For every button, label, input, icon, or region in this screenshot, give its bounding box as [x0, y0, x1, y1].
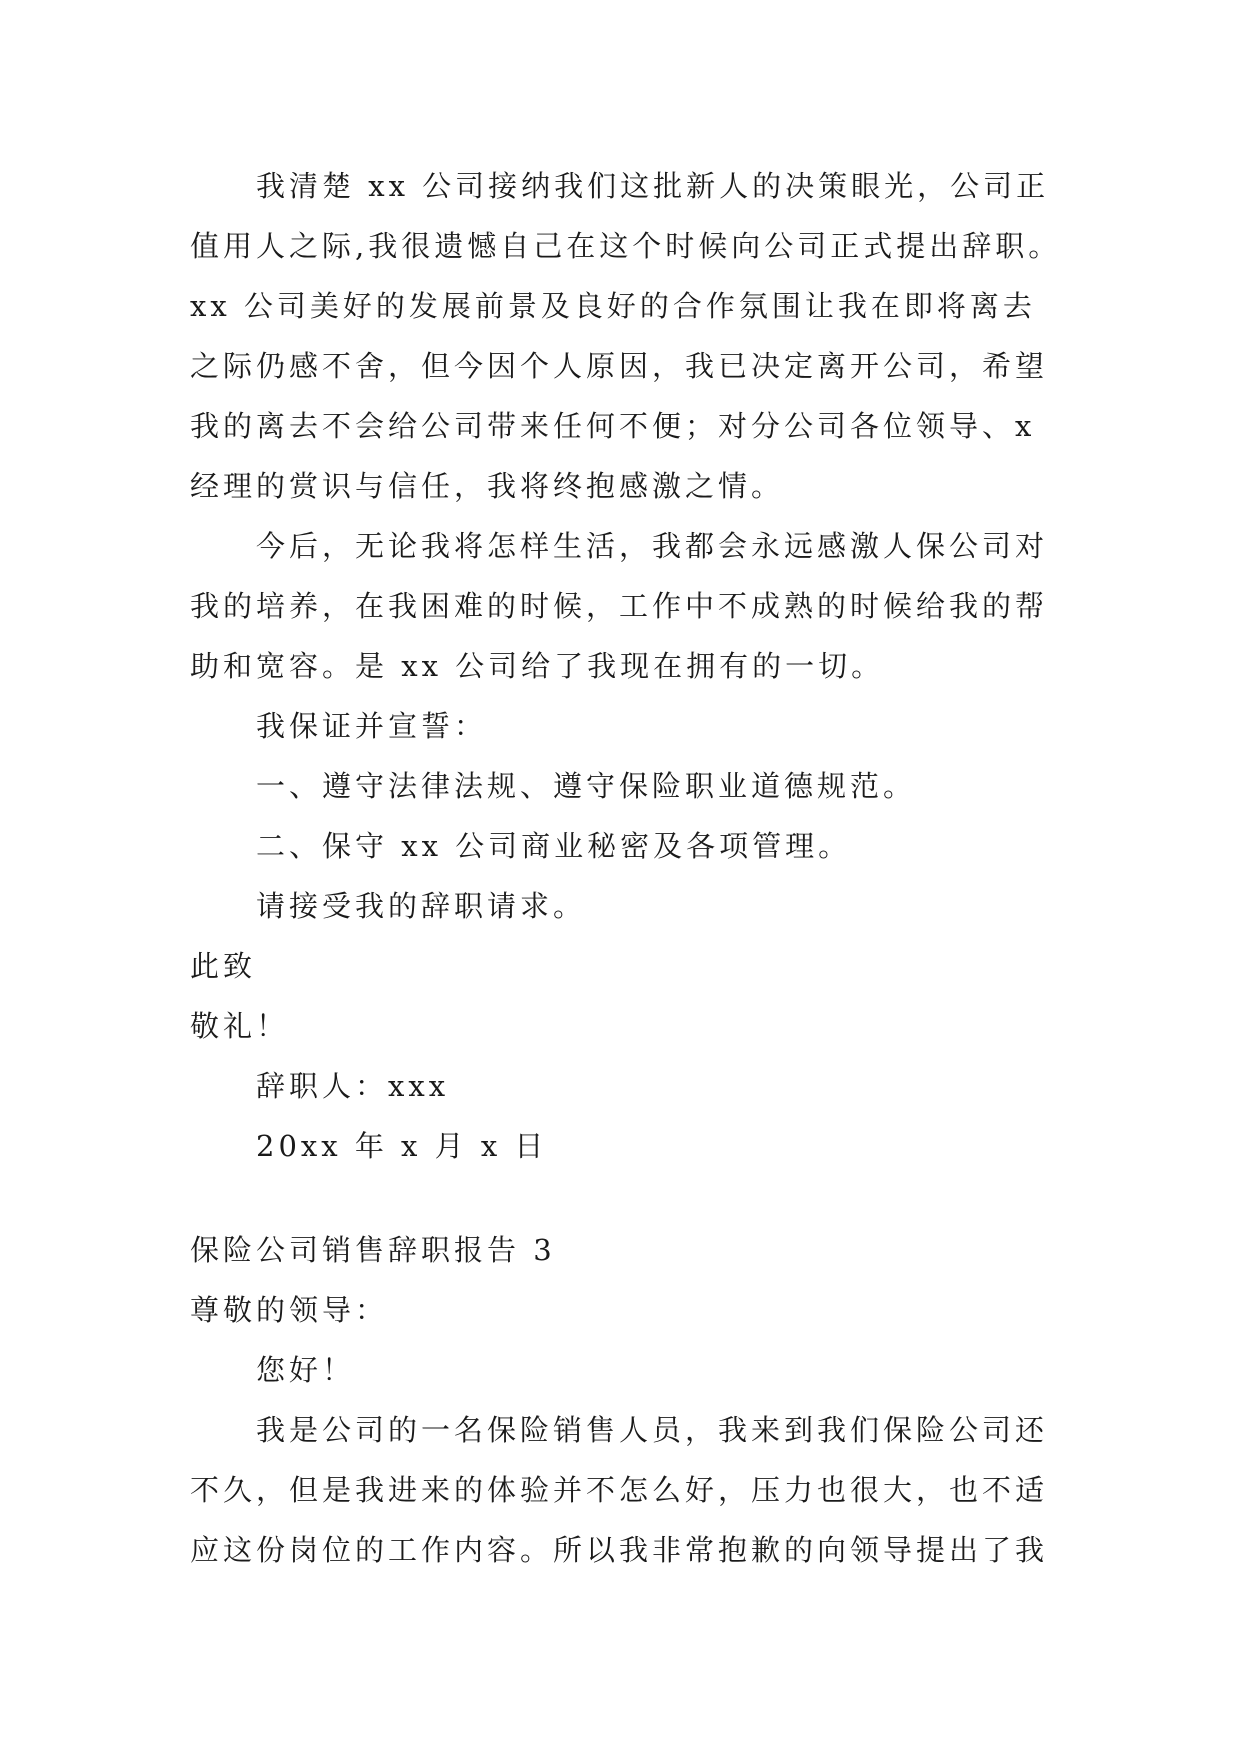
signature-line: 辞职人：xxx [256, 1069, 450, 1103]
date-line: 20xx 年 x 月 x 日 [256, 1129, 548, 1163]
paragraph-1-line-1: 我清楚 xx 公司接纳我们这批新人的决策眼光，公司正 [256, 169, 1050, 203]
section-title: 保险公司销售辞职报告 3 [190, 1233, 556, 1267]
pledge-item-2: 二、保守 xx 公司商业秘密及各项管理。 [256, 829, 852, 863]
paragraph-1-line-4: 之际仍感不舍，但今因个人原因，我已决定离开公司，希望 [190, 349, 1049, 383]
closing-cizhi: 此致 [190, 949, 257, 983]
pledge-heading: 我保证并宣誓： [256, 709, 488, 743]
paragraph-3-line-1: 我是公司的一名保险销售人员，我来到我们保险公司还 [256, 1413, 1049, 1447]
paragraph-2-line-1: 今后，无论我将怎样生活，我都会永远感激人保公司对 [256, 529, 1049, 563]
closing-jingli: 敬礼！ [190, 1009, 290, 1043]
paragraph-3-line-3: 应这份岗位的工作内容。所以我非常抱歉的向领导提出了我 [190, 1533, 1049, 1567]
request-line: 请接受我的辞职请求。 [256, 889, 587, 923]
salutation: 尊敬的领导： [190, 1293, 389, 1327]
greeting: 您好！ [256, 1353, 356, 1387]
paragraph-1-line-6: 经理的赏识与信任，我将终抱感激之情。 [190, 469, 785, 503]
paragraph-1-line-3: xx 公司美好的发展前景及良好的合作氛围让我在即将离去 [190, 289, 1036, 323]
paragraph-3-line-2: 不久，但是我进来的体验并不怎么好，压力也很大，也不适 [190, 1473, 1049, 1507]
paragraph-1-line-2: 值用人之际,我很遗憾自己在这个时候向公司正式提出辞职。 [190, 229, 1062, 263]
pledge-item-1: 一、遵守法律法规、遵守保险职业道德规范。 [256, 769, 917, 803]
paragraph-1-line-5: 我的离去不会给公司带来任何不便；对分公司各位领导、x [190, 409, 1036, 443]
paragraph-2-line-2: 我的培养，在我困难的时候，工作中不成熟的时候给我的帮 [190, 589, 1049, 623]
paragraph-2-line-3: 助和宽容。是 xx 公司给了我现在拥有的一切。 [190, 649, 885, 683]
